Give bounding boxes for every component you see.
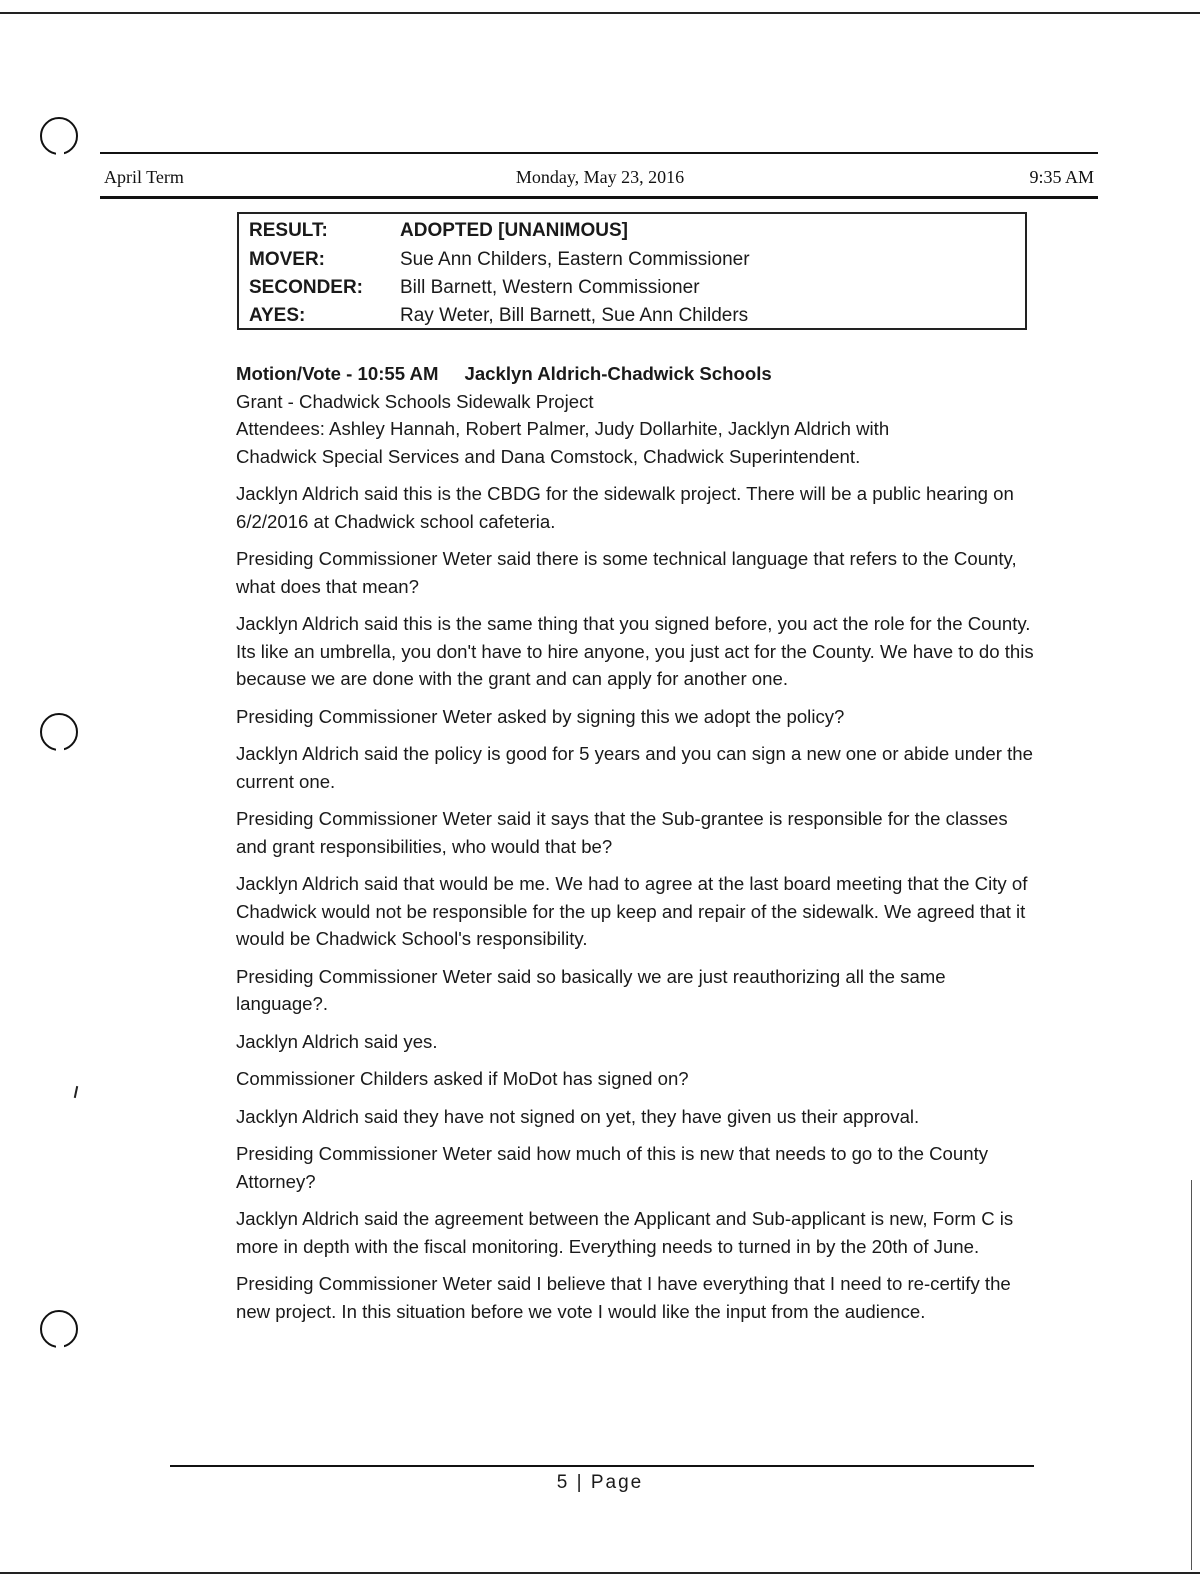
vote-value: ADOPTED [UNANIMOUS] xyxy=(400,220,628,241)
vote-result-box xyxy=(237,212,1027,330)
paragraph: Jacklyn Aldrich said this is the CBDG for the sidewalk project. There will be a public hearing on 6/2/2016 at Chadwick school cafeteria. xyxy=(236,483,1014,532)
vote-value: Ray Weter, Bill Barnett, Sue Ann Childers xyxy=(400,305,749,326)
vote-label: MOVER: xyxy=(249,249,325,270)
page-number: 5 xyxy=(556,1472,570,1493)
header-time: 9:35 AM xyxy=(1029,167,1094,187)
grant-line: Grant - Chadwick Schools Sidewalk Project xyxy=(236,390,594,412)
vote-value: Bill Barnett, Western Commissioner xyxy=(400,277,700,298)
paragraph: Presiding Commissioner Weter said there is some technical language that refers to the County, what does that mean? xyxy=(236,548,1017,597)
header-term: April Term xyxy=(104,167,184,187)
scan-edge-bottom xyxy=(0,1572,1200,1574)
presenter: Jacklyn Aldrich-Chadwick Schools xyxy=(464,363,772,384)
paragraph: Commissioner Childers asked if MoDot has signed on? xyxy=(236,1068,689,1089)
paragraph: Jacklyn Aldrich said the policy is good for 5 years and you can sign a new one or abide under the current one. xyxy=(236,743,1033,792)
minutes-body xyxy=(236,360,1036,1335)
paragraph: Jacklyn Aldrich said this is the same thing that you signed before, you act the role for the County. Its like an umbrella, you don't have to hire anyone, you just act for the County. We have to do this because we are done with the grant and can apply for another one. xyxy=(236,613,1034,689)
paragraph: Jacklyn Aldrich said that would be me. We had to agree at the last board meeting that the City of Chadwick would not be responsible for the up keep and repair of the sidewalk. We agreed that it would be Chadwick School's responsibility. xyxy=(236,873,1028,949)
motion-time: Motion/Vote - 10:55 AM xyxy=(236,363,439,384)
paragraph: Jacklyn Aldrich said the agreement between the Applicant and Sub-applicant is new, Form C is more in depth with the fiscal monitoring. Everything needs to turned in by the 20th of June. xyxy=(236,1208,1014,1257)
page-footer xyxy=(0,1472,1200,1494)
punch-hole-top xyxy=(40,117,78,155)
header-rule-bottom xyxy=(100,196,1098,199)
header-rule-top xyxy=(100,152,1098,154)
vote-value: Sue Ann Childers, Eastern Commissioner xyxy=(400,249,750,270)
punch-hole-middle xyxy=(40,713,78,751)
paragraph: Presiding Commissioner Weter said how much of this is new that needs to go to the County Attorney? xyxy=(236,1143,989,1192)
paragraph: Presiding Commissioner Weter said it says that the Sub-grantee is responsible for the classes and grant responsibilities, who would that be? xyxy=(236,808,1008,857)
paragraph: Jacklyn Aldrich said yes. xyxy=(236,1030,438,1052)
paragraph: Presiding Commissioner Weter said so basically we are just reauthorizing all the same language?. xyxy=(236,965,946,1014)
paragraph: Presiding Commissioner Weter asked by signing this we adopt the policy? xyxy=(236,705,845,727)
paragraph: Presiding Commissioner Weter said I believe that I have everything that I need to re-certify the new project. In this situation before we vote I would like the input from the audience. xyxy=(236,1273,1011,1322)
scan-edge-right xyxy=(1191,1180,1192,1570)
paragraph: Jacklyn Aldrich said they have not signed on yet, they have given us their approval. xyxy=(236,1105,920,1127)
vote-label: RESULT: xyxy=(249,220,328,241)
vote-label: SECONDER: xyxy=(249,277,364,298)
attendees-line: Chadwick Special Services and Dana Comstock, Chadwick Superintendent. xyxy=(236,445,861,467)
page-label: | Page xyxy=(576,1472,644,1493)
scan-mark xyxy=(74,1086,78,1098)
attendees-line: Attendees: Ashley Hannah, Robert Palmer, Judy Dollarhite, Jacklyn Aldrich with xyxy=(236,418,890,439)
header-date: Monday, May 23, 2016 xyxy=(515,167,685,187)
scan-edge-top xyxy=(0,12,1200,14)
punch-hole-bottom xyxy=(40,1310,78,1348)
agenda-item xyxy=(236,360,1036,470)
agenda-item-heading xyxy=(236,360,1036,388)
footer-rule xyxy=(170,1465,1034,1467)
vote-label: AYES: xyxy=(249,305,306,326)
